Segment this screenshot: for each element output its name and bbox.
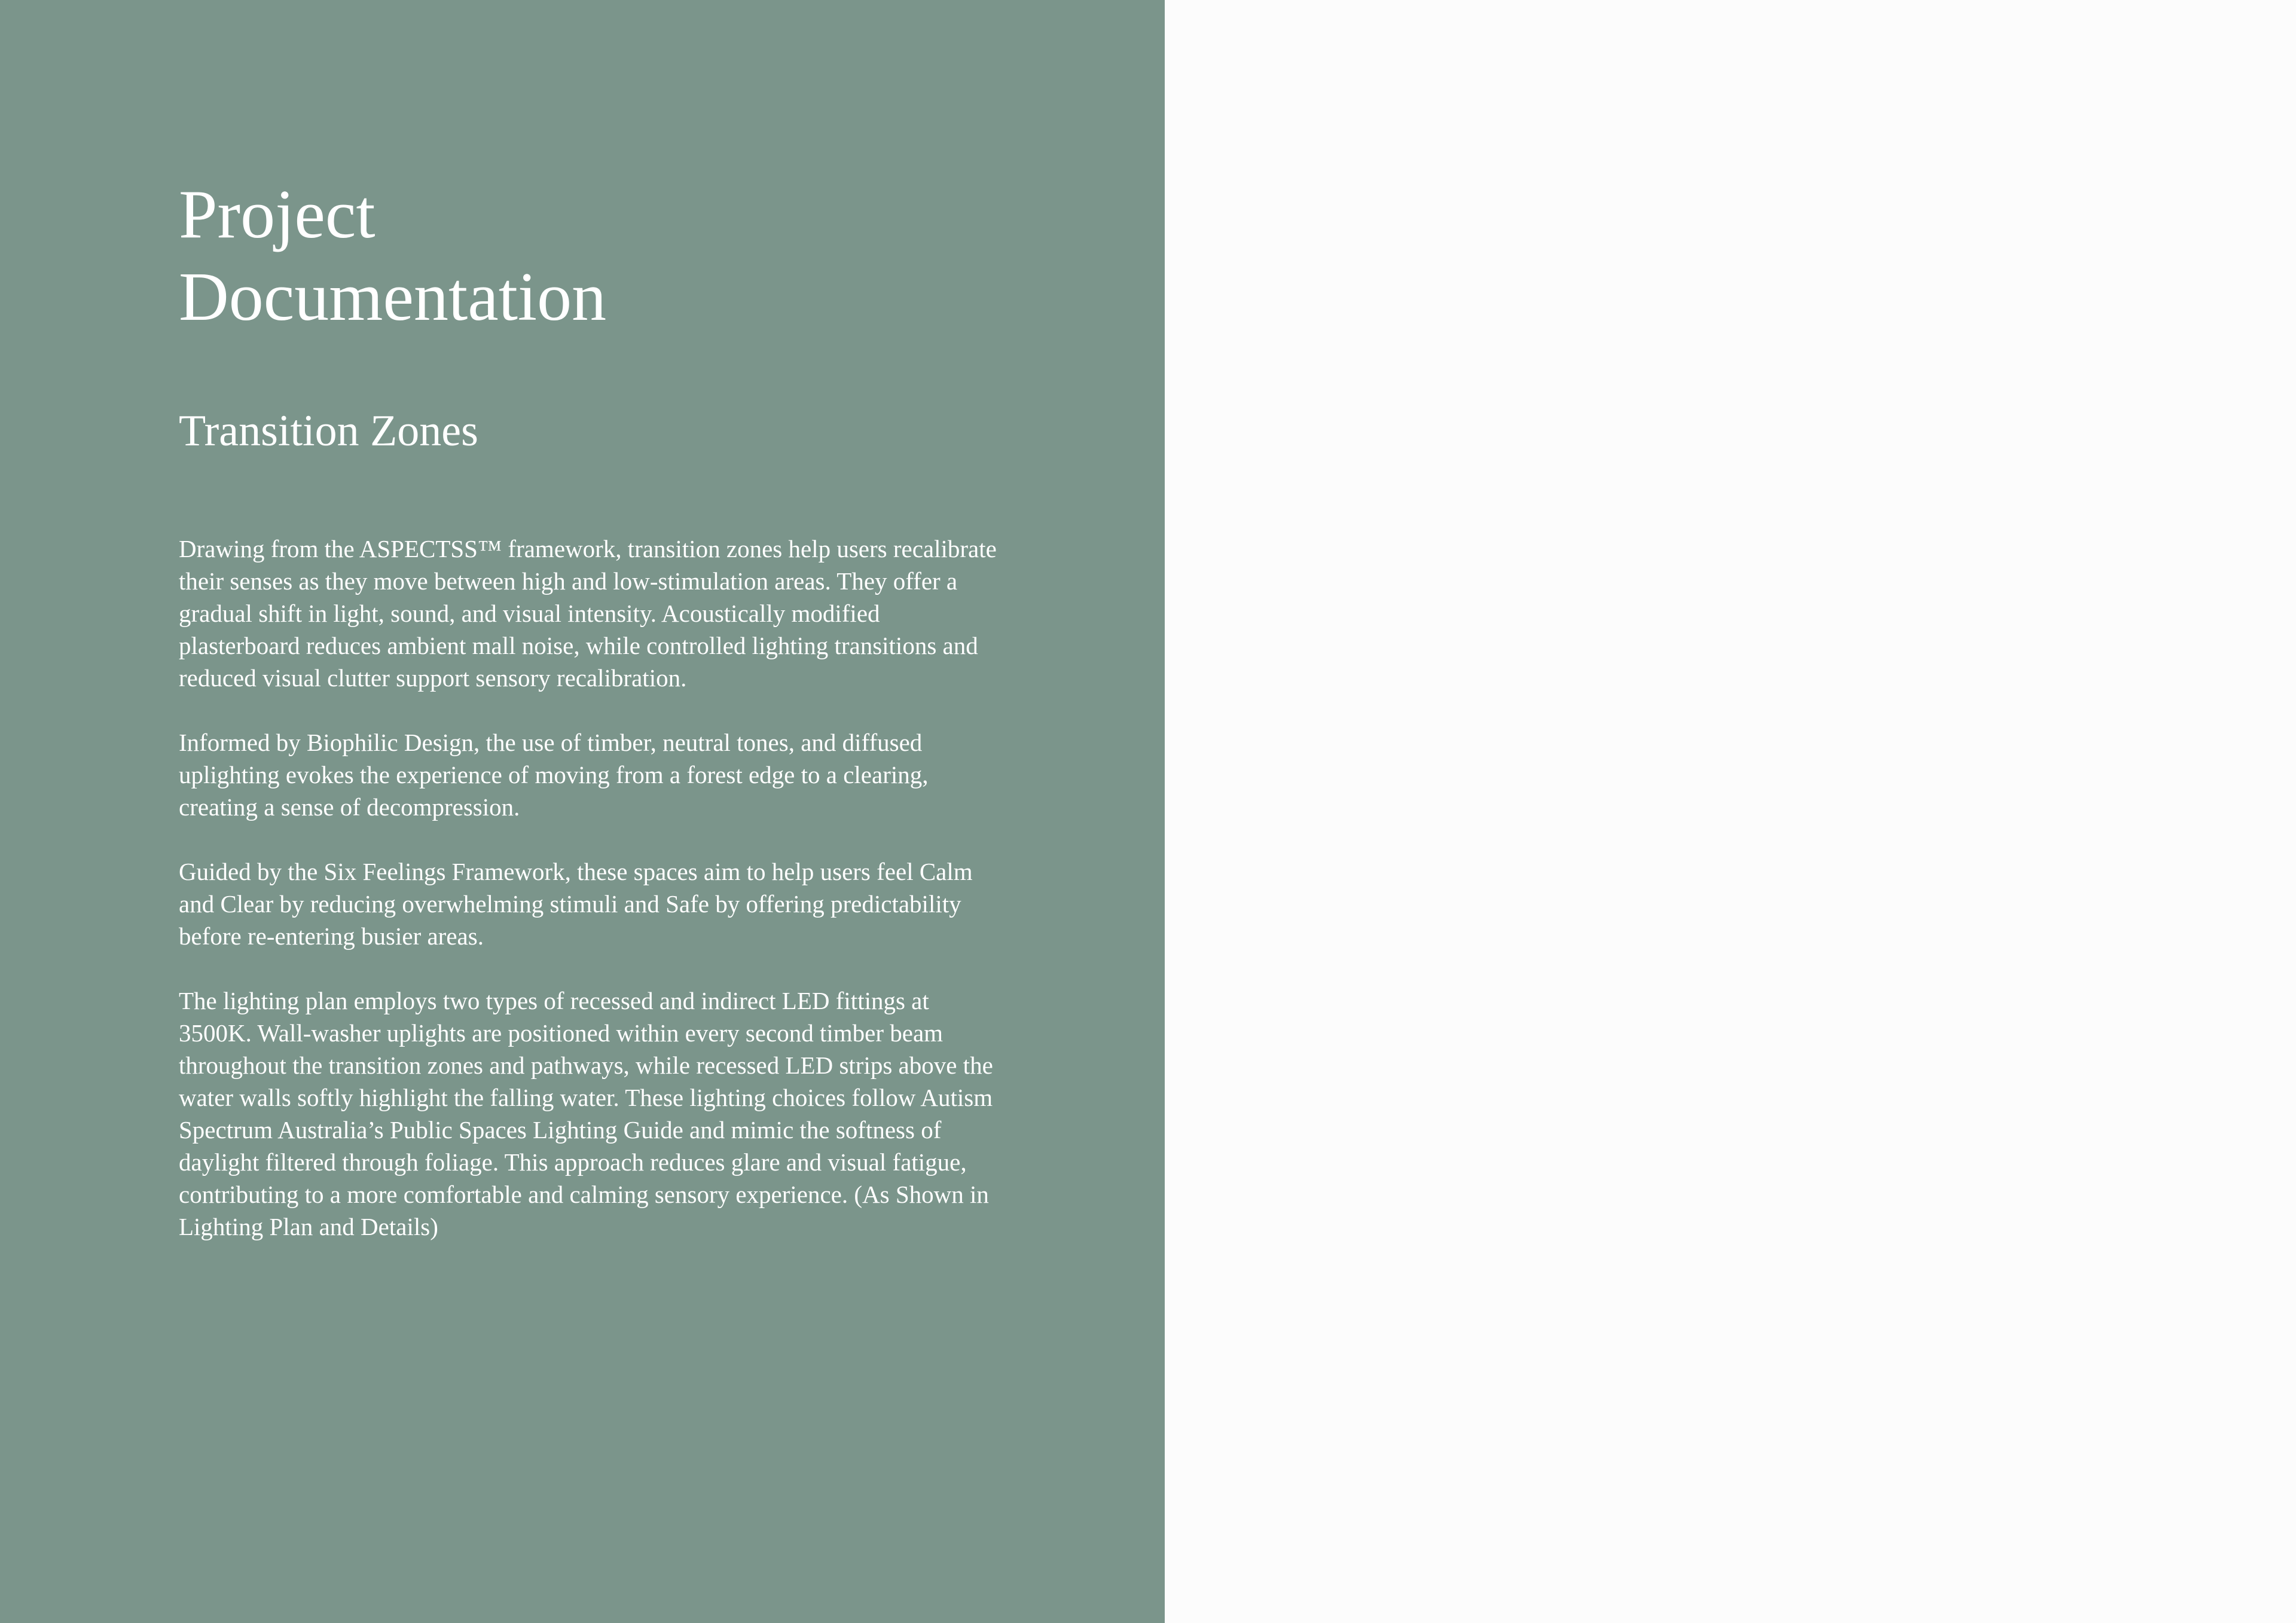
right-blank-page	[1165, 0, 2296, 1623]
paragraph-biophilic-design: Informed by Biophilic Design, the use of timber, neutral tones, and diffused uplighting evokes the experience of moving from a forest edge to a clearing, creating a sense of decompression.	[179, 729, 929, 821]
section-title: Transition Zones	[179, 406, 478, 456]
paragraph-lighting-plan: The lighting plan employs two types of recessed and indirect LED fittings at 3500K. Wall-washer uplights are positioned within every second timber beam throughout the transition zones and pathways, while recessed LED strips above the water walls softly highlight the falling water. These lighting choices follow Autism Spectrum Australia’s Public Spaces Lighting Guide and mimic the softness of daylight filtered through foliage. This approach reduces glare and visual fatigue, contributing to a more comfortable and calming sensory experience. (As Shown in Lighting Plan and Details)	[179, 987, 993, 1240]
page-title-line-2: Documentation	[179, 259, 607, 335]
body-text	[179, 533, 1028, 1243]
paragraph-aspectss: Drawing from the ASPECTSS™ framework, transition zones help users recalibrate their senses as they move between high and low-stimulation areas. They offer a gradual shift in light, sound, and visual intensity. Acoustically modified plasterboard reduces ambient mall noise, while controlled lighting transitions and reduced visual clutter support sensory recalibration.	[179, 535, 997, 692]
page-title	[179, 173, 1028, 338]
page-content	[179, 173, 1028, 1275]
page-title-line-1: Project	[179, 176, 375, 253]
paragraph-six-feelings: Guided by the Six Feelings Framework, these spaces aim to help users feel Calm and Clear by reducing overwhelming stimuli and Safe by offering predictability before re-entering busier areas.	[179, 858, 973, 950]
